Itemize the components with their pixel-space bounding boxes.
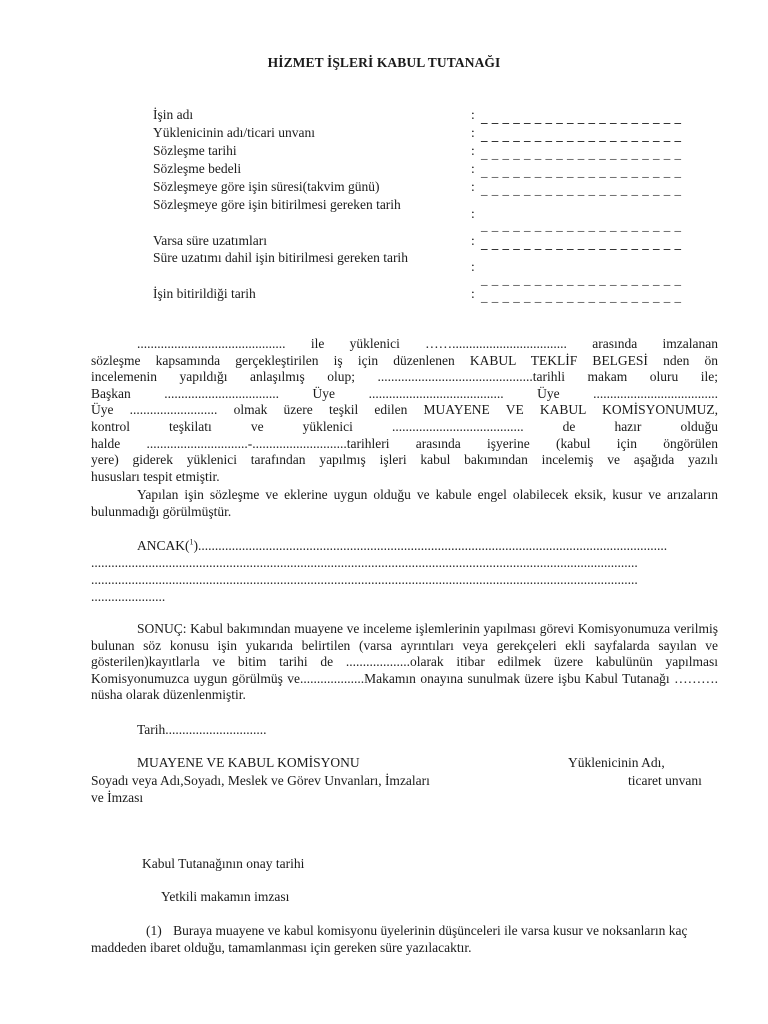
findings-paragraph: Yapılan işin sözleşme ve eklerine uygun olduğu ve kabule engel olabilecek eksik, kusur ve arızaların bulunmadığı görülmüştür. [91, 487, 718, 519]
paragraph-line: sözleşme kapsamında gerçekleştirilen iş için düzenlenen KABUL TEKLİF BELGESİ nden ön [91, 352, 718, 368]
label-contract-date: Sözleşme tarihi [153, 143, 237, 158]
commission-title: MUAYENE VE KABUL KOMİSYONU [137, 755, 360, 770]
label-extensions: Varsa süre uzatımları [153, 233, 267, 248]
ancak-dots: )........................................................................................................................................... [193, 538, 668, 553]
inspection-paragraph [91, 336, 718, 485]
contractor-title: Yüklenicinin Adı, [568, 755, 665, 770]
label-contractor-name: Yüklenicinin adı/ticari unvanı [153, 125, 315, 140]
date-line: Tarih.............................. [137, 722, 267, 737]
commission-signatures: Soyadı veya Adı,Soyadı, Meslek ve Görev Unvanları, İmzaları [91, 773, 430, 788]
colon: : [471, 107, 475, 122]
fill-line: _ _ _ _ _ _ _ _ _ _ _ _ _ _ _ _ _ _ _ [481, 289, 682, 304]
dotted-line: ...................... [91, 589, 166, 604]
fill-line: _ _ _ _ _ _ _ _ _ _ _ _ _ _ _ _ _ _ _ [481, 146, 682, 161]
paragraph-line: Üye .......................... olmak üzere teşkil edilen MUAYENE VE KABUL KOMİSYONUMUZ, [91, 402, 718, 418]
paragraph-line: yere) giderek yüklenici tarafından yapılmış işleri kabul bakımından incelemiş ve aşağıda yazılı [91, 452, 718, 468]
approval-date-label: Kabul Tutanağının onay tarihi [142, 856, 305, 871]
ancak-line [91, 538, 718, 555]
label-job-duration: Sözleşmeye göre işin süresi(takvim günü) [153, 179, 380, 194]
paragraph-line: Başkan .................................. Üye ........................................ Üye ..................................... [91, 385, 718, 401]
paragraph-line: hususları tespit etmiştir. [91, 468, 220, 484]
colon: : [471, 179, 475, 194]
colon: : [471, 125, 475, 140]
conclusion-paragraph: SONUÇ: Kabul bakımından muayene ve inceleme işlemlerinin yapılması görevi Komisyonumuza verilmiş bulunan söz konusu işin yukarıda belirtilen (varsa ayrıntıları veya gerekçeleri ekli sayfalarda sayılan ve gösterilen)kayıtlarla ve bitim tarihi de ...................olarak itibar edilmek üzere kabulünün yapılması Komisyonumuzca uygun görülmüş ve...................Makamın onayına sunulmak üzere işbu Kabul Tutanağı ………. nüsha olarak düzenlenmiştir. [91, 621, 718, 703]
footnote-ref: 1 [189, 538, 194, 547]
ancak-label: ANCAK( [137, 538, 190, 553]
colon: : [471, 206, 475, 221]
label-completion-deadline: Sözleşmeye göre işin bitirilmesi gereken tarih [153, 197, 401, 212]
paragraph-line: halde ..............................-............................tarihleri arasında işyerine (kabul için öngörülen [91, 435, 718, 451]
footnote-number: (1) [146, 923, 162, 938]
dotted-line: .................................................................................................................................................................. [91, 555, 638, 570]
dotted-line: .................................................................................................................................................................. [91, 572, 638, 587]
fill-line: _ _ _ _ _ _ _ _ _ _ _ _ _ _ _ _ _ _ _ [481, 164, 682, 179]
label-job-name: İşin adı [153, 107, 194, 122]
colon: : [471, 233, 475, 248]
colon: : [471, 143, 475, 158]
fill-line: _ _ _ _ _ _ _ _ _ _ _ _ _ _ _ _ _ _ _ [481, 110, 682, 125]
contractor-trade-name: ticaret unvanı [628, 773, 702, 788]
paragraph-line: ............................................ ile yüklenici …….................................. arasında imzalanan [137, 336, 718, 351]
fill-line: _ _ _ _ _ _ _ _ _ _ _ _ _ _ _ _ _ _ _ [481, 218, 682, 233]
label-completed-date: İşin bitirildiği tarih [153, 286, 256, 301]
label-extended-deadline: Süre uzatımı dahil işin bitirilmesi gereken tarih [153, 250, 408, 265]
fill-line: _ _ _ _ _ _ _ _ _ _ _ _ _ _ _ _ _ _ _ [481, 236, 682, 251]
colon: : [471, 161, 475, 176]
paragraph-line: kontrol teşkilatı ve yüklenici ....................................... de hazır olduğu [91, 418, 718, 434]
footnote [91, 923, 718, 956]
colon: : [471, 286, 475, 301]
footnote-text: Buraya muayene ve kabul komisyonu üyelerinin düşünceleri ile varsa kusur ve noksanların kaç maddeden ibaret olduğu, tamamlanması için gereken süre yazılacaktır. [91, 923, 688, 955]
paragraph-line: incelemenin yapıldığı anlaşılmış olup; ..............................................tarihli makam oluru ile; [91, 369, 718, 385]
authority-signature-label: Yetkili makamın imzası [161, 889, 290, 904]
fill-line: _ _ _ _ _ _ _ _ _ _ _ _ _ _ _ _ _ _ _ [481, 182, 682, 197]
contractor-signature: ve İmzası [91, 790, 144, 805]
label-contract-amount: Sözleşme bedeli [153, 161, 242, 176]
fill-line: _ _ _ _ _ _ _ _ _ _ _ _ _ _ _ _ _ _ _ [481, 272, 682, 287]
colon: : [471, 259, 475, 274]
fill-line: _ _ _ _ _ _ _ _ _ _ _ _ _ _ _ _ _ _ _ [481, 128, 682, 143]
document-title: HİZMET İŞLERİ KABUL TUTANAĞI [267, 55, 501, 70]
